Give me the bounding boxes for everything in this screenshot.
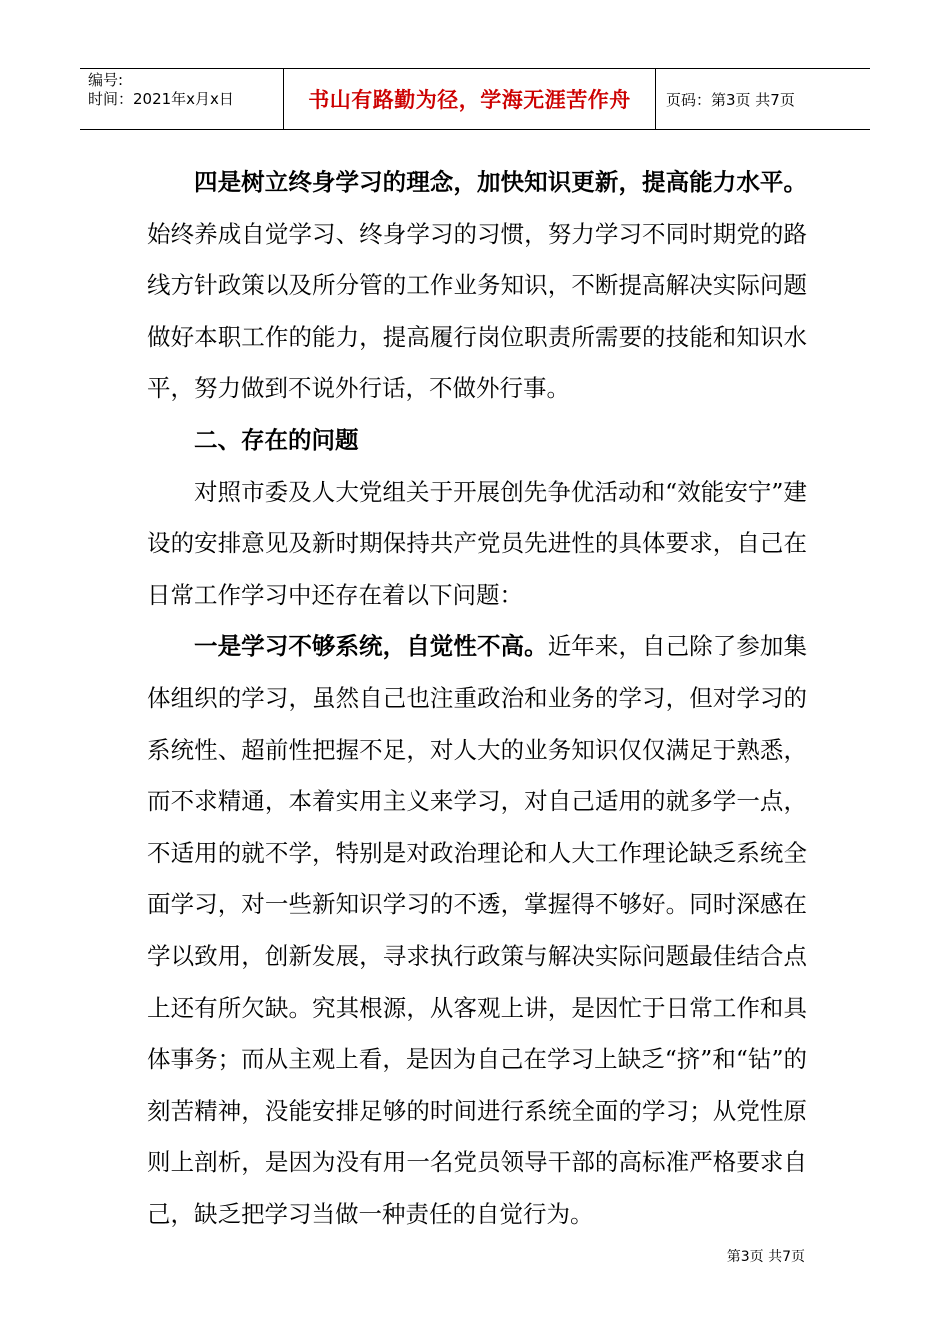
paragraph-intro: 对照市委及人大党组关于开展创先争优活动和“效能安宁”建设的安排意见及新时期保持共产党员先进性的具体要求，自己在日常工作学习中还存在着以下问题： bbox=[147, 477, 807, 609]
paragraph-lead: 一是学习不够系统，自觉性不高。 bbox=[194, 632, 548, 661]
document-time: 时间：2021年x月x日 bbox=[88, 90, 234, 108]
paragraph-text: 始终养成自觉学习、终身学习的习惯，努力学习不同时期党的路线方针政策以及所分管的工作业务知识，不断提高解决实际问题做好本职工作的能力，提高履行岗位职责所需要的技能和知识水平，努力做到不说外行话，不做外行事。 bbox=[147, 219, 807, 403]
page-footer: 第3页 共7页 bbox=[726, 1249, 805, 1265]
section-heading: 二、存在的问题 bbox=[194, 425, 359, 454]
header-page-info: 页码：第3页 共7页 bbox=[666, 90, 795, 109]
paragraph-lifelong-learning bbox=[147, 157, 807, 415]
document-body bbox=[147, 157, 807, 1240]
document-number: 编号: bbox=[88, 71, 124, 89]
page-header bbox=[80, 68, 870, 130]
header-motto: 书山有路勤为径，学海无涯苦作舟 bbox=[283, 69, 656, 129]
header-meta bbox=[80, 69, 283, 129]
paragraph-learning-issue bbox=[147, 621, 807, 1240]
paragraph-text: 近年来，自己除了参加集体组织的学习，虽然自己也注重政治和业务的学习，但对学习的系统性、超前性把握不足，对人大的业务知识仅仅满足于熟悉，而不求精通，本着实用主义来学习，对自己适用的就多学一点，不适用的就不学，特别是对政治理论和人大工作理论缺乏系统全面学习，对一些新知识学习的不透，掌握得不够好。同时深感在学以致用，创新发展，寻求执行政策与解决实际问题最佳结合点上还有所欠缺。究其根源，从客观上讲，是因忙于日常工作和具体事务；而从主观上看，是因为自己在学习上缺乏“挤”和“钻”的刻苦精神，没能安排足够的时间进行系统全面的学习；从党性原则上剖析，是因为没有用一名党员领导干部的高标准严格要求自己，缺乏把学习当做一种责任的自觉行为。 bbox=[147, 632, 808, 1228]
paragraph-lead: 四是树立终身学习的理念，加快知识更新，提高能力水平。 bbox=[194, 168, 807, 196]
